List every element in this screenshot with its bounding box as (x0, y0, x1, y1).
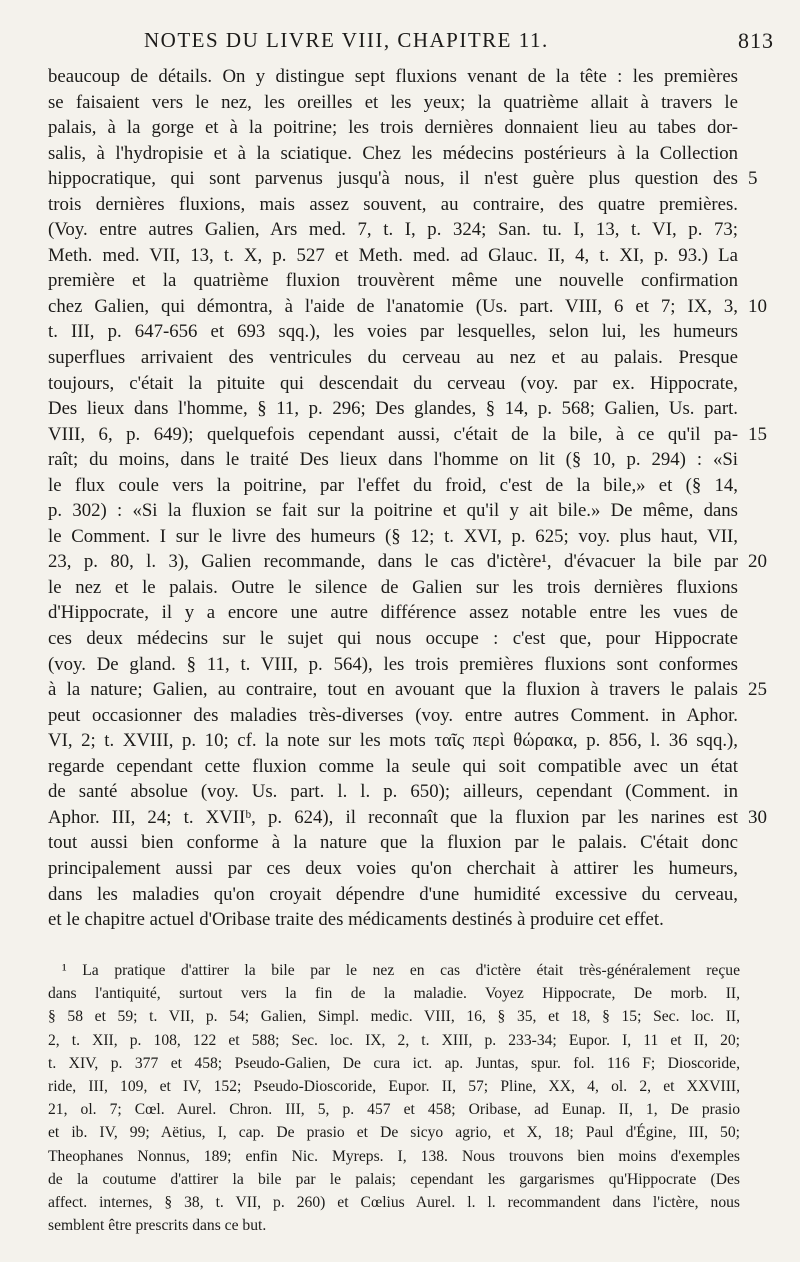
text-line-content: Aphor. III, 24; t. XVIIᵇ, p. 624), il reconnaît que la fluxion par les narines est (48, 806, 738, 828)
footnote-line: ¹ La pratique d'attirer la bile par le nez en cas d'ictère était très-généralement reçue (62, 962, 740, 979)
text-line-content: principalement aussi par ces deux voies qu'on cherchait à attirer les humeurs, (48, 857, 738, 879)
footnote-line: t. XIV, p. 377 et 458; Pseudo-Galien, De cura ict. ap. Juntas, spur. fol. 116 F; Dioscoride, (48, 1054, 740, 1072)
line-number: 10 (748, 295, 767, 317)
text-line (48, 882, 738, 908)
text-line (48, 115, 738, 141)
text-line (48, 64, 738, 90)
text-line-content: trois dernières fluxions, mais assez souvent, au contraire, des quatre premières. (48, 193, 738, 215)
text-line-content: d'Hippocrate, il y a encore une autre différence assez notable entre les vues de (48, 602, 738, 624)
text-line-content: regarde cependant cette fluxion comme la seule qui soit compatible avec un état (48, 755, 738, 777)
text-line-content: salis, à l'hydropisie et à la sciatique. Chez les médecins postérieurs à la Collection (48, 142, 738, 164)
text-line (48, 217, 738, 243)
text-line (48, 779, 738, 805)
text-line (48, 447, 738, 473)
text-line-content: t. III, p. 647-656 et 693 sqq.), les voies par lesquelles, selon lui, les humeurs (48, 321, 738, 343)
running-head: NOTES DU LIVRE VIII, CHAPITRE 11. (144, 28, 549, 52)
text-line-content: VI, 2; t. XVIII, p. 10; cf. la note sur les mots ταῖς περὶ θώρακα, p. 856, l. 36 sqq.), (48, 730, 738, 752)
footnote-line: ride, III, 109, et IV, 152; Pseudo-Dioscoride, Eupor. II, 57; Pline, XX, 4, ol. 2, et XXVIII, (48, 1077, 740, 1095)
text-line-content: hippocratique, qui sont parvenus jusqu'à nous, il n'est guère plus question des (48, 168, 738, 190)
text-line-content: 23, p. 80, l. 3), Galien recommande, dans le cas d'ictère¹, d'évacuer la bile par (48, 551, 738, 573)
text-line-content: se faisaient vers le nez, les oreilles et les yeux; la quatrième allait à travers le (48, 91, 738, 113)
text-line-content: de santé absolue (voy. Us. part. l. l. p. 650); ailleurs, cependant (Comment. in (48, 781, 738, 803)
text-line (48, 166, 758, 192)
text-line (48, 677, 767, 703)
text-line (48, 345, 738, 371)
text-line (48, 371, 738, 397)
text-line (48, 549, 767, 575)
text-line-content: palais, à la gorge et à la poitrine; les trois dernières donnaient lieu au tabes dor- (48, 117, 738, 139)
text-line (48, 243, 738, 269)
text-line-content: Meth. med. VII, 13, t. X, p. 527 et Meth. med. ad Glauc. II, 4, t. XI, p. 93.) La (48, 244, 738, 266)
text-line-content: le Comment. I sur le livre des humeurs (§ 12; t. XVI, p. 625; voy. plus haut, VII, (48, 525, 738, 547)
text-line (48, 703, 738, 729)
text-line-content: et le chapitre actuel d'Oribase traite des médicaments destinés à produire cet effet. (48, 909, 664, 931)
text-line (48, 498, 738, 524)
footnote-line: Theophanes Nonnus, 189; enfin Nic. Myreps. I, 138. Nous trouvons bien moins d'exemples (48, 1147, 740, 1165)
text-line (48, 294, 767, 320)
footnote-block (48, 959, 740, 1237)
text-line (48, 524, 738, 550)
footnote-line: semblent être prescrits dans ce but. (48, 1217, 267, 1235)
text-line (48, 830, 738, 856)
text-line-content: à la nature; Galien, au contraire, tout en avouant que la fluxion à travers le palais (48, 679, 738, 701)
text-line (48, 575, 738, 601)
text-line-content: première et la quatrième fluxion trouvèrent même une nouvelle confirmation (48, 270, 738, 292)
text-line (48, 626, 738, 652)
text-line (48, 396, 738, 422)
text-line (48, 319, 738, 345)
footnote-line: dans l'antiquité, surtout vers la fin de la maladie. Voyez Hippocrate, De morb. II, (48, 985, 740, 1003)
text-line-content: (Voy. entre autres Galien, Ars med. 7, t. I, p. 324; San. tu. I, 13, t. VI, p. 73; (48, 219, 738, 241)
text-line-content: superflues arrivaient des ventricules du cerveau au nez et au palais. Presque (48, 347, 738, 369)
text-line-content: raît; du moins, dans le traité Des lieux dans l'homme on lit (§ 10, p. 294) : «Si (48, 449, 738, 471)
text-line (48, 856, 738, 882)
text-line (48, 192, 738, 218)
text-line (48, 422, 767, 448)
page-header (140, 22, 774, 58)
text-line-content: p. 302) : «Si la fluxion se fait sur la poitrine et qu'il y ait bile.» De même, dans (48, 500, 738, 522)
footnote-line: de la coutume d'attirer la bile par le palais; cependant les gargarismes qu'Hippocrate (Des (48, 1170, 740, 1188)
line-number: 30 (748, 806, 767, 828)
main-text-block (48, 64, 767, 933)
text-line (48, 754, 738, 780)
text-line (48, 268, 738, 294)
text-line (48, 652, 738, 678)
page-number: 813 (738, 28, 774, 53)
text-line (48, 728, 738, 754)
footnote-line: 2, t. XII, p. 108, 122 et 588; Sec. loc. IX, 2, t. XIII, p. 233-34; Eupor. I, 11 et II, 20; (48, 1031, 740, 1049)
text-line (48, 907, 738, 933)
text-line (48, 473, 738, 499)
footnote-line: 21, ol. 7; Cœl. Aurel. Chron. III, 5, p. 457 et 458; Oribase, ad Eunap. II, 1, De prasio (48, 1101, 740, 1119)
text-line-content: ces deux médecins sur le sujet qui nous occupe : c'est que, pour Hippocrate (48, 628, 738, 650)
text-line-content: le nez et le palais. Outre le silence de Galien sur les trois dernières fluxions (48, 576, 738, 598)
text-line (48, 141, 738, 167)
footnote-line: § 58 et 59; t. VII, p. 54; Galien, Simpl. medic. VIII, 16, § 35, et 18, § 15; Sec. loc. II, (48, 1008, 740, 1026)
text-line-content: beaucoup de détails. On y distingue sept fluxions venant de la tête : les premières (48, 66, 738, 87)
line-number: 5 (748, 168, 758, 190)
text-line-content: dans les maladies qu'on croyait dépendre d'une humidité excessive du cerveau, (48, 883, 738, 905)
text-line-content: (voy. De gland. § 11, t. VIII, p. 564), les trois premières fluxions sont conformes (48, 653, 738, 675)
text-line-content: chez Galien, qui démontra, à l'aide de l'anatomie (Us. part. VIII, 6 et 7; IX, 3, (48, 295, 738, 317)
text-line-content: VIII, 6, p. 649); quelquefois cependant aussi, c'était de la bile, à ce qu'il pa- (48, 423, 738, 445)
line-number: 15 (748, 423, 767, 445)
line-number: 20 (748, 551, 767, 573)
footnote-line: affect. internes, § 38, t. VII, p. 260) et Cœlius Aurel. l. l. recommandent dans l'ictère, nous (48, 1193, 740, 1211)
text-line-content: toujours, c'était la pituite qui descendait du cerveau (voy. par ex. Hippocrate, (48, 372, 738, 394)
text-line-content: Des lieux dans l'homme, § 11, p. 296; Des glandes, § 14, p. 568; Galien, Us. part. (48, 398, 738, 420)
line-number: 25 (748, 679, 767, 701)
footnote-line: et ib. IV, 99; Aëtius, I, cap. De prasio et De sicyo agrio, et X, 18; Paul d'Égine, III, 50; (48, 1124, 740, 1142)
text-line-content: le flux coule vers la poitrine, par l'effet du froid, c'est de la bile,» et (§ 14, (48, 474, 738, 496)
text-line-content: tout aussi bien conforme à la nature que la fluxion par le palais. C'était donc (48, 832, 738, 854)
text-line (48, 90, 738, 116)
text-line (48, 805, 767, 831)
text-line (48, 600, 738, 626)
text-line-content: peut occasionner des maladies très-diverses (voy. entre autres Comment. in Aphor. (48, 704, 738, 726)
